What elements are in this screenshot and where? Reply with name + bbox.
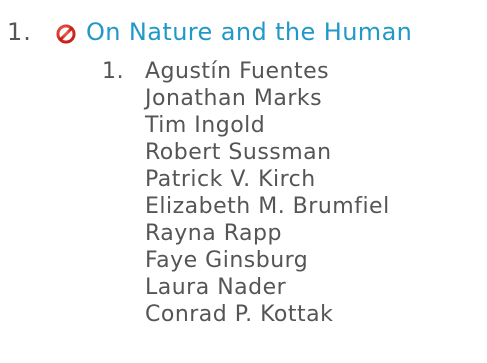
author-name: Faye Ginsburg [145,248,309,273]
author-name: Rayna Rapp [145,221,282,246]
author-name: Patrick V. Kirch [145,167,316,192]
author-name: Jonathan Marks [145,86,323,111]
author-name: Agustín Fuentes [145,59,330,84]
no-entry-icon [56,24,76,44]
author-name: Laura Nader [145,275,287,300]
section-link-on-nature-and-the-human[interactable]: On Nature and the Human [86,18,413,46]
author-name: Elizabeth M. Brumfiel [145,194,390,219]
author-name: Robert Sussman [145,140,332,165]
author-name: Tim Ingold [145,113,266,138]
inner-list-number: 1. [102,59,125,84]
outer-list-number: 1. [7,18,32,46]
author-name: Conrad P. Kottak [145,302,334,327]
author-name-list [145,58,390,328]
